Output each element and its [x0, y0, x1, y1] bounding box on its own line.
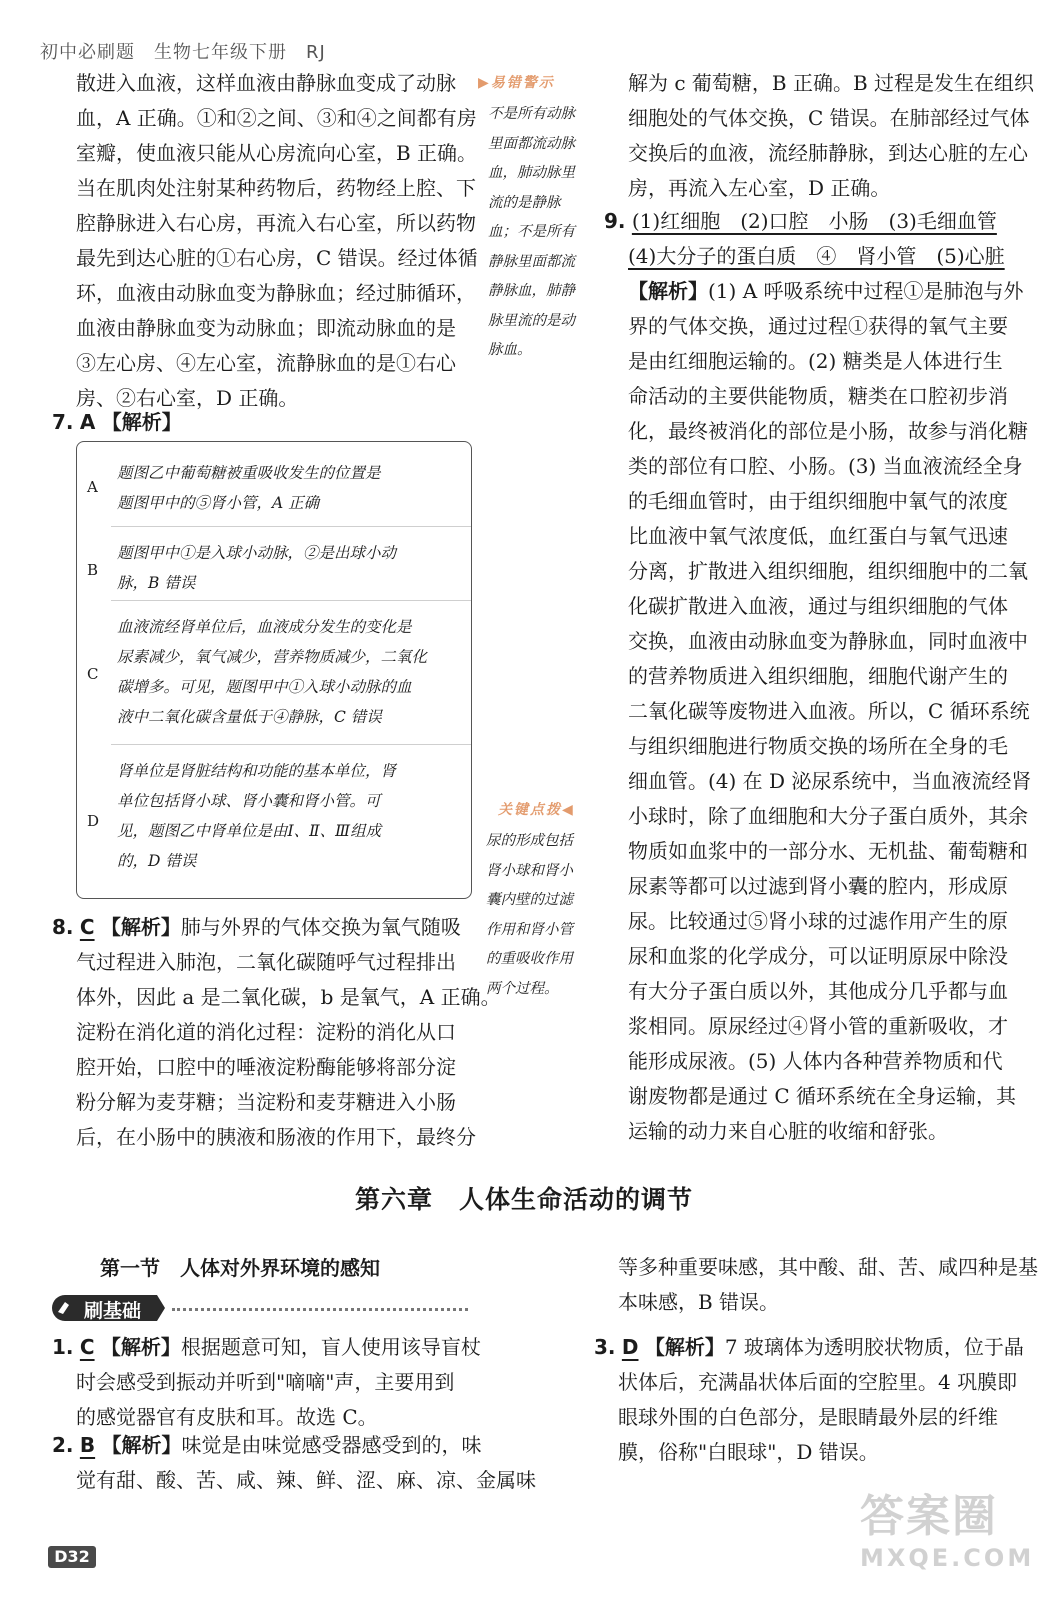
question-number: 7.: [52, 410, 74, 434]
text-line: 粉分解为麦芽糖；当淀粉和麦芽糖进入小肠: [76, 1090, 456, 1114]
row-text: 题图甲中①是入球小动脉，②是出球小动 脉，B 错误: [117, 544, 397, 592]
text-line: 能形成尿液。(5) 人体内各种营养物质和代: [628, 1049, 1003, 1073]
text-line: 细胞处的气体交换，C 错误。在肺部经过气体: [628, 106, 1030, 130]
text-line: 分离，扩散进入组织细胞，组织细胞中的二氧: [628, 559, 1028, 583]
text-line: 的毛细血管时，由于组织细胞中氧气的浓度: [628, 489, 1008, 513]
question-9: [604, 204, 1031, 1149]
sidebar-line: 血，肺动脉里: [488, 165, 575, 181]
dotted-divider: [172, 1308, 468, 1311]
text-line: 的感觉器官有皮肤和耳。故选 C。: [76, 1405, 378, 1429]
text-line: 腔开始，口腔中的唾液淀粉酶能够将部分淀: [76, 1055, 456, 1079]
text-line: 浆相同。原尿经过④肾小管的重新吸收，才: [628, 1014, 1008, 1038]
text-line: 眼球外围的白色部分，是眼睛最外层的纤维: [618, 1405, 998, 1429]
text-line: 味觉是由味觉感受器感受到的，味: [181, 1433, 482, 1457]
text-line: 比血液中氧气浓度低，血红蛋白与氧气迅速: [628, 524, 1008, 548]
question-number: 2.: [52, 1433, 74, 1457]
answer-line: (4)大分子的蛋白质 ④ 肾小管 (5)心脏: [628, 244, 1005, 268]
text-line: 尿和血浆的化学成分，可以证明原尿中除没: [628, 944, 1008, 968]
question-1: [52, 1330, 481, 1435]
question-7-header: [52, 405, 182, 440]
sidebar-line: 不是所有动脉: [488, 106, 575, 122]
text-line: 房，再流入左心室，D 正确。: [628, 176, 891, 200]
answer-line: (1)红细胞 (2)口腔 小肠 (3)毛细血管: [631, 209, 997, 233]
sidebar-line: 脉血。: [488, 342, 532, 358]
text-line: 尿。比较通过⑤肾小球的过滤作用产生的原: [628, 909, 1008, 933]
text-line: 细血管。(4) 在 D 泌尿系统中，当血液流经肾: [628, 769, 1032, 793]
sidebar-line: 流的是静脉: [488, 194, 561, 211]
text-line: 本味感，B 错误。: [618, 1290, 780, 1314]
text-line: 室瓣，使血液只能从心房流向心室，B 正确。: [76, 141, 478, 165]
row-text: 血液流经肾单位后，血液成分发生的变化是 尿素减少，氧气减少，营养物质减少，二氧化 碳增多。可见，题图甲中①入球小动脉的血 液中二氧化碳含量低于④静脉，C 错误: [117, 618, 428, 726]
sidebar-line: 作用和肾小管: [486, 921, 573, 938]
text-line: 有大分子蛋白质以外，其他成分几乎都与血: [628, 979, 1008, 1003]
text-line: 化碳扩散进入血液，通过与组织细胞的气体: [628, 594, 1008, 618]
question-number: 9.: [604, 209, 626, 233]
question-3: [594, 1330, 1024, 1470]
question-number: 1.: [52, 1335, 74, 1359]
text-line: 小球时，除了血细胞和大分子蛋白质外，其余: [628, 804, 1028, 828]
arrow-left-icon: ◀: [562, 802, 575, 818]
right-paragraph-continued: [628, 66, 1034, 206]
text-line: 肺与外界的气体交换为氧气随吸: [180, 915, 461, 939]
sidebar-line: 静脉里面都流: [488, 253, 575, 270]
analysis-tag: 【解析】: [628, 279, 708, 303]
text-line: 交换后的血液，流经肺静脉，到达心脏的左心: [628, 141, 1028, 165]
table-row: [77, 448, 471, 532]
badge-label: 刷基础: [84, 1300, 142, 1322]
text-line: 与组织细胞进行物质交换的场所在全身的毛: [628, 734, 1008, 758]
text-line: 散进入血液，这样血液由静脉血变成了动脉: [76, 71, 456, 95]
analysis-tag: 【解析】: [644, 1335, 725, 1359]
text-line: ③左心房、④左心室，流静脉血的是①右心: [76, 351, 456, 375]
row-text: 肾单位是肾脏结构和功能的基本单位，肾 单位包括肾小球、肾小囊和肾小管。可 见，题图乙中肾单位是由Ⅰ、Ⅱ、Ⅲ组成 的，D 错误: [117, 762, 397, 870]
text-line: 时会感受到振动并听到"嘀嘀"声，主要用到: [76, 1370, 455, 1394]
text-line: 运输的动力来自心脏的收缩和舒张。: [628, 1119, 948, 1143]
analysis-tag: 【解析】: [100, 915, 181, 939]
table-row: [77, 744, 471, 894]
text-line: 界的气体交换，通过过程①获得的氧气主要: [628, 314, 1008, 338]
question-number: 8.: [52, 915, 74, 939]
watermark-url: MXQE.COM: [860, 1544, 1035, 1572]
sidebar-line: 两个过程。: [486, 980, 559, 997]
text-line: 腔静脉进入右心房，再流入右心室，所以药物: [76, 211, 476, 235]
sidebar-line: 脉里流的是动: [488, 312, 575, 329]
question-8: [52, 910, 501, 1155]
text-line: 物质如血浆中的一部分水、无机盐、葡萄糖和: [628, 839, 1028, 863]
analysis-table: [76, 441, 472, 899]
text-line: 觉有甜、酸、苦、咸、辣、鲜、涩、麻、凉、金属味: [76, 1468, 536, 1492]
text-line: 血，A 正确。①和②之间、③和④之间都有房: [76, 106, 477, 130]
question-2: [52, 1428, 536, 1498]
sidebar-line: 囊内壁的过滤: [486, 892, 573, 908]
answer-letter: B: [79, 1433, 96, 1457]
text-line: 谢废物都是通过 C 循环系统在全身运输，其: [628, 1084, 1017, 1108]
row-text: 题图乙中葡萄糖被重吸收发生的位置是 题图甲中的⑤肾小管，A 正确: [117, 464, 381, 512]
text-line: 等多种重要味感，其中酸、甜、苦、咸四种是基: [618, 1255, 1038, 1279]
page-number: D32: [48, 1546, 96, 1568]
text-line: 环，血液由动脉血变为静脉血；经过肺循环，: [76, 281, 476, 305]
table-row: [77, 600, 471, 740]
text-line: 血液由静脉血变为动脉血；即流动脉血的是: [76, 316, 456, 340]
text-line: 命活动的主要供能物质，糖类在口腔初步消: [628, 384, 1008, 408]
question-number: 3.: [594, 1335, 616, 1359]
sidebar-line: 静脉血，肺静: [488, 283, 575, 299]
arrow-right-icon: ▶: [478, 75, 491, 91]
text-line: 膜，俗称"白眼球"，D 错误。: [618, 1440, 879, 1464]
text-line: 7 玻璃体为透明胶状物质，位于晶: [724, 1335, 1024, 1359]
left-paragraph-continued: [76, 66, 478, 416]
answer-letter: A: [79, 410, 96, 434]
text-line: 气过程进入肺泡，二氧化碳随呼气过程排出: [76, 950, 456, 974]
sidebar-caution-note: [488, 100, 575, 366]
analysis-tag: 【解析】: [101, 1433, 182, 1457]
sidebar-heading-caution: ▶易错警示: [478, 75, 555, 91]
sidebar-line: 的重吸收作用: [486, 951, 573, 967]
sidebar-line: 肾小球和肾小: [486, 862, 573, 879]
text-line: 的营养物质进入组织细胞，细胞代谢产生的: [628, 664, 1008, 688]
text-line: 体外，因此 a 是二氧化碳，b 是氧气，A 正确。: [76, 985, 501, 1009]
sidebar-line: 里面都流动脉: [488, 135, 575, 152]
table-row: [77, 526, 471, 606]
text-line: 尿素等都可以过滤到肾小囊的腔内，形成原: [628, 874, 1008, 898]
answer-letter: C: [79, 1335, 95, 1359]
text-line: (1) A 呼吸系统中过程①是肺泡与外: [708, 279, 1024, 303]
chapter-title: 第六章 人体生命活动的调节: [354, 1185, 693, 1214]
text-line: 二氧化碳等废物进入血液。所以，C 循环系统: [628, 699, 1030, 723]
section-title: 第一节 人体对外界环境的感知: [100, 1256, 380, 1280]
practice-badge: [50, 1293, 168, 1323]
analysis-tag: 【解析】: [100, 1335, 181, 1359]
text-line: 化，最终被消化的部位是小肠，故参与消化糖: [628, 419, 1028, 443]
watermark-logo: [860, 1480, 1035, 1590]
text-line: 类的部位有口腔、小肠。(3) 当血液流经全身: [628, 454, 1023, 478]
text-line: 状体后，充满晶状体后面的空腔里。4 巩膜即: [618, 1370, 1018, 1394]
running-header: 初中必刷题 生物七年级下册 RJ: [40, 42, 326, 63]
row-label: C: [87, 665, 99, 683]
text-line: 淀粉在消化道的消化过程：淀粉的消化从口: [76, 1020, 456, 1044]
watermark-text: 答案圈: [860, 1491, 998, 1542]
sidebar-line: 血；不是所有: [488, 224, 575, 240]
sidebar-heading-key-points: 关键点拨◀: [498, 802, 575, 818]
text-line: 房、②右心室，D 正确。: [76, 386, 299, 410]
text-line: 是由红细胞运输的。(2) 糖类是人体进行生: [628, 349, 1003, 373]
text-line: 根据题意可知，盲人使用该导盲杖: [180, 1335, 481, 1359]
sidebar-line: 尿的形成包括: [486, 833, 573, 849]
text-line: 后，在小肠中的胰液和肠液的作用下，最终分: [76, 1125, 476, 1149]
text-line: 最先到达心脏的①右心房，C 错误。经过体循: [76, 246, 478, 270]
row-label: D: [87, 812, 100, 830]
answer-letter: C: [79, 915, 95, 939]
row-label: B: [87, 561, 99, 579]
text-line: 解为 c 葡萄糖，B 正确。B 过程是发生在组织: [628, 71, 1035, 95]
text-line: 交换，血液由动脉血变为静脉血，同时血液中: [628, 629, 1028, 653]
answer-letter: D: [621, 1335, 639, 1359]
text-line: 当在肌肉处注射某种药物后，药物经上腔、下: [76, 176, 476, 200]
row-label: A: [87, 478, 98, 496]
analysis-tag: 【解析】: [101, 410, 182, 434]
question-2-continued: [618, 1250, 1038, 1320]
